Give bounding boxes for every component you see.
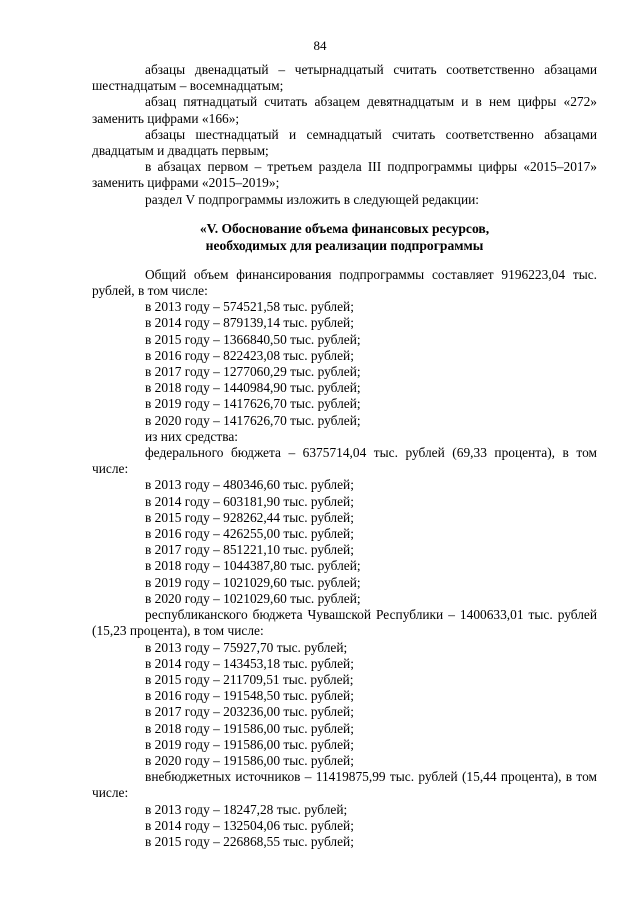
extrabudgetary-year-item: в 2015 году – 226868,55 тыс. рублей; — [145, 833, 354, 849]
of-them-label: из них средства: — [145, 428, 239, 444]
republican-year-item: в 2018 году – 191586,00 тыс. рублей; — [145, 720, 354, 736]
federal-year-item: в 2020 году – 1021029,60 тыс. рублей; — [145, 590, 361, 606]
document-body — [92, 62, 597, 850]
total-year-item: в 2020 году – 1417626,70 тыс. рублей; — [145, 412, 361, 428]
total-financing-paragraph: Общий объем финансирования подпрограммы составляет 9196223,04 тыс. рублей, в том числе: — [92, 266, 597, 299]
republican-year-item: в 2015 году – 211709,51 тыс. рублей; — [145, 671, 354, 687]
total-year-item: в 2019 году – 1417626,70 тыс. рублей; — [145, 396, 361, 412]
total-year-item: в 2018 году – 1440984,90 тыс. рублей; — [145, 380, 361, 396]
federal-year-item: в 2017 году – 851221,10 тыс. рублей; — [145, 542, 354, 558]
total-year-item: в 2015 году – 1366840,50 тыс. рублей; — [145, 331, 361, 347]
intro-paragraph: абзацы шестнадцатый и семнадцатый считать соответственно абзацами двадцатым и двадцать первым; — [92, 126, 597, 159]
republican-year-item: в 2020 году – 191586,00 тыс. рублей; — [145, 752, 354, 768]
extrabudgetary-year-item: в 2013 году – 18247,28 тыс. рублей; — [145, 801, 348, 817]
intro-paragraph: раздел V подпрограммы изложить в следующей редакции: — [145, 191, 480, 207]
page-number: 84 — [313, 38, 327, 53]
republican-year-item: в 2013 году – 75927,70 тыс. рублей; — [145, 639, 348, 655]
total-year-item: в 2013 году – 574521,58 тыс. рублей; — [145, 299, 354, 315]
federal-year-item: в 2014 году – 603181,90 тыс. рублей; — [145, 493, 354, 509]
federal-year-item: в 2015 году – 928262,44 тыс. рублей; — [145, 509, 354, 525]
total-year-item: в 2017 году – 1277060,29 тыс. рублей; — [145, 364, 361, 380]
republican-year-item: в 2014 году – 143453,18 тыс. рублей; — [145, 655, 354, 671]
intro-paragraph: в абзацах первом – третьем раздела III подпрограммы цифры «2015–2017» заменить цифрами «2015–2019»; — [92, 159, 597, 191]
extrabudgetary-year-item: в 2014 году – 132504,06 тыс. рублей; — [145, 817, 354, 833]
republican-year-item: в 2019 году – 191586,00 тыс. рублей; — [145, 736, 354, 752]
total-year-item: в 2016 году – 822423,08 тыс. рублей; — [145, 347, 354, 363]
federal-budget-paragraph: федерального бюджета – 6375714,04 тыс. рублей (69,33 процента), в том числе: — [92, 445, 597, 477]
section-heading-line: «V. Обоснование объема финансовых ресурсов, — [199, 220, 490, 236]
federal-year-item: в 2019 году – 1021029,60 тыс. рублей; — [145, 574, 361, 590]
section-heading — [92, 220, 597, 254]
federal-year-item: в 2013 году – 480346,60 тыс. рублей; — [145, 477, 354, 493]
republican-year-item: в 2016 году – 191548,50 тыс. рублей; — [145, 688, 354, 704]
federal-year-item: в 2018 году – 1044387,80 тыс. рублей; — [145, 558, 361, 574]
section-heading-line: необходимых для реализации подпрограммы — [205, 237, 484, 253]
extrabudgetary-paragraph: внебюджетных источников – 11419875,99 тыс. рублей (15,44 процента), в том числе: — [92, 769, 597, 801]
intro-paragraph: абзацы двенадцатый – четырнадцатый считать соответственно абзацами шестнадцатым – восемнадцатым; — [92, 62, 597, 94]
federal-year-item: в 2016 году – 426255,00 тыс. рублей; — [145, 526, 354, 542]
intro-paragraph: абзац пятнадцатый считать абзацем девятнадцатым и в нем цифры «272» заменить цифрами «166»; — [92, 94, 597, 126]
total-year-item: в 2014 году – 879139,14 тыс. рублей; — [145, 315, 354, 331]
republican-budget-paragraph: республиканского бюджета Чувашской Республики – 1400633,01 тыс. рублей (15,23 процента), в том числе: — [92, 607, 597, 639]
republican-year-item: в 2017 году – 203236,00 тыс. рублей; — [145, 704, 354, 720]
